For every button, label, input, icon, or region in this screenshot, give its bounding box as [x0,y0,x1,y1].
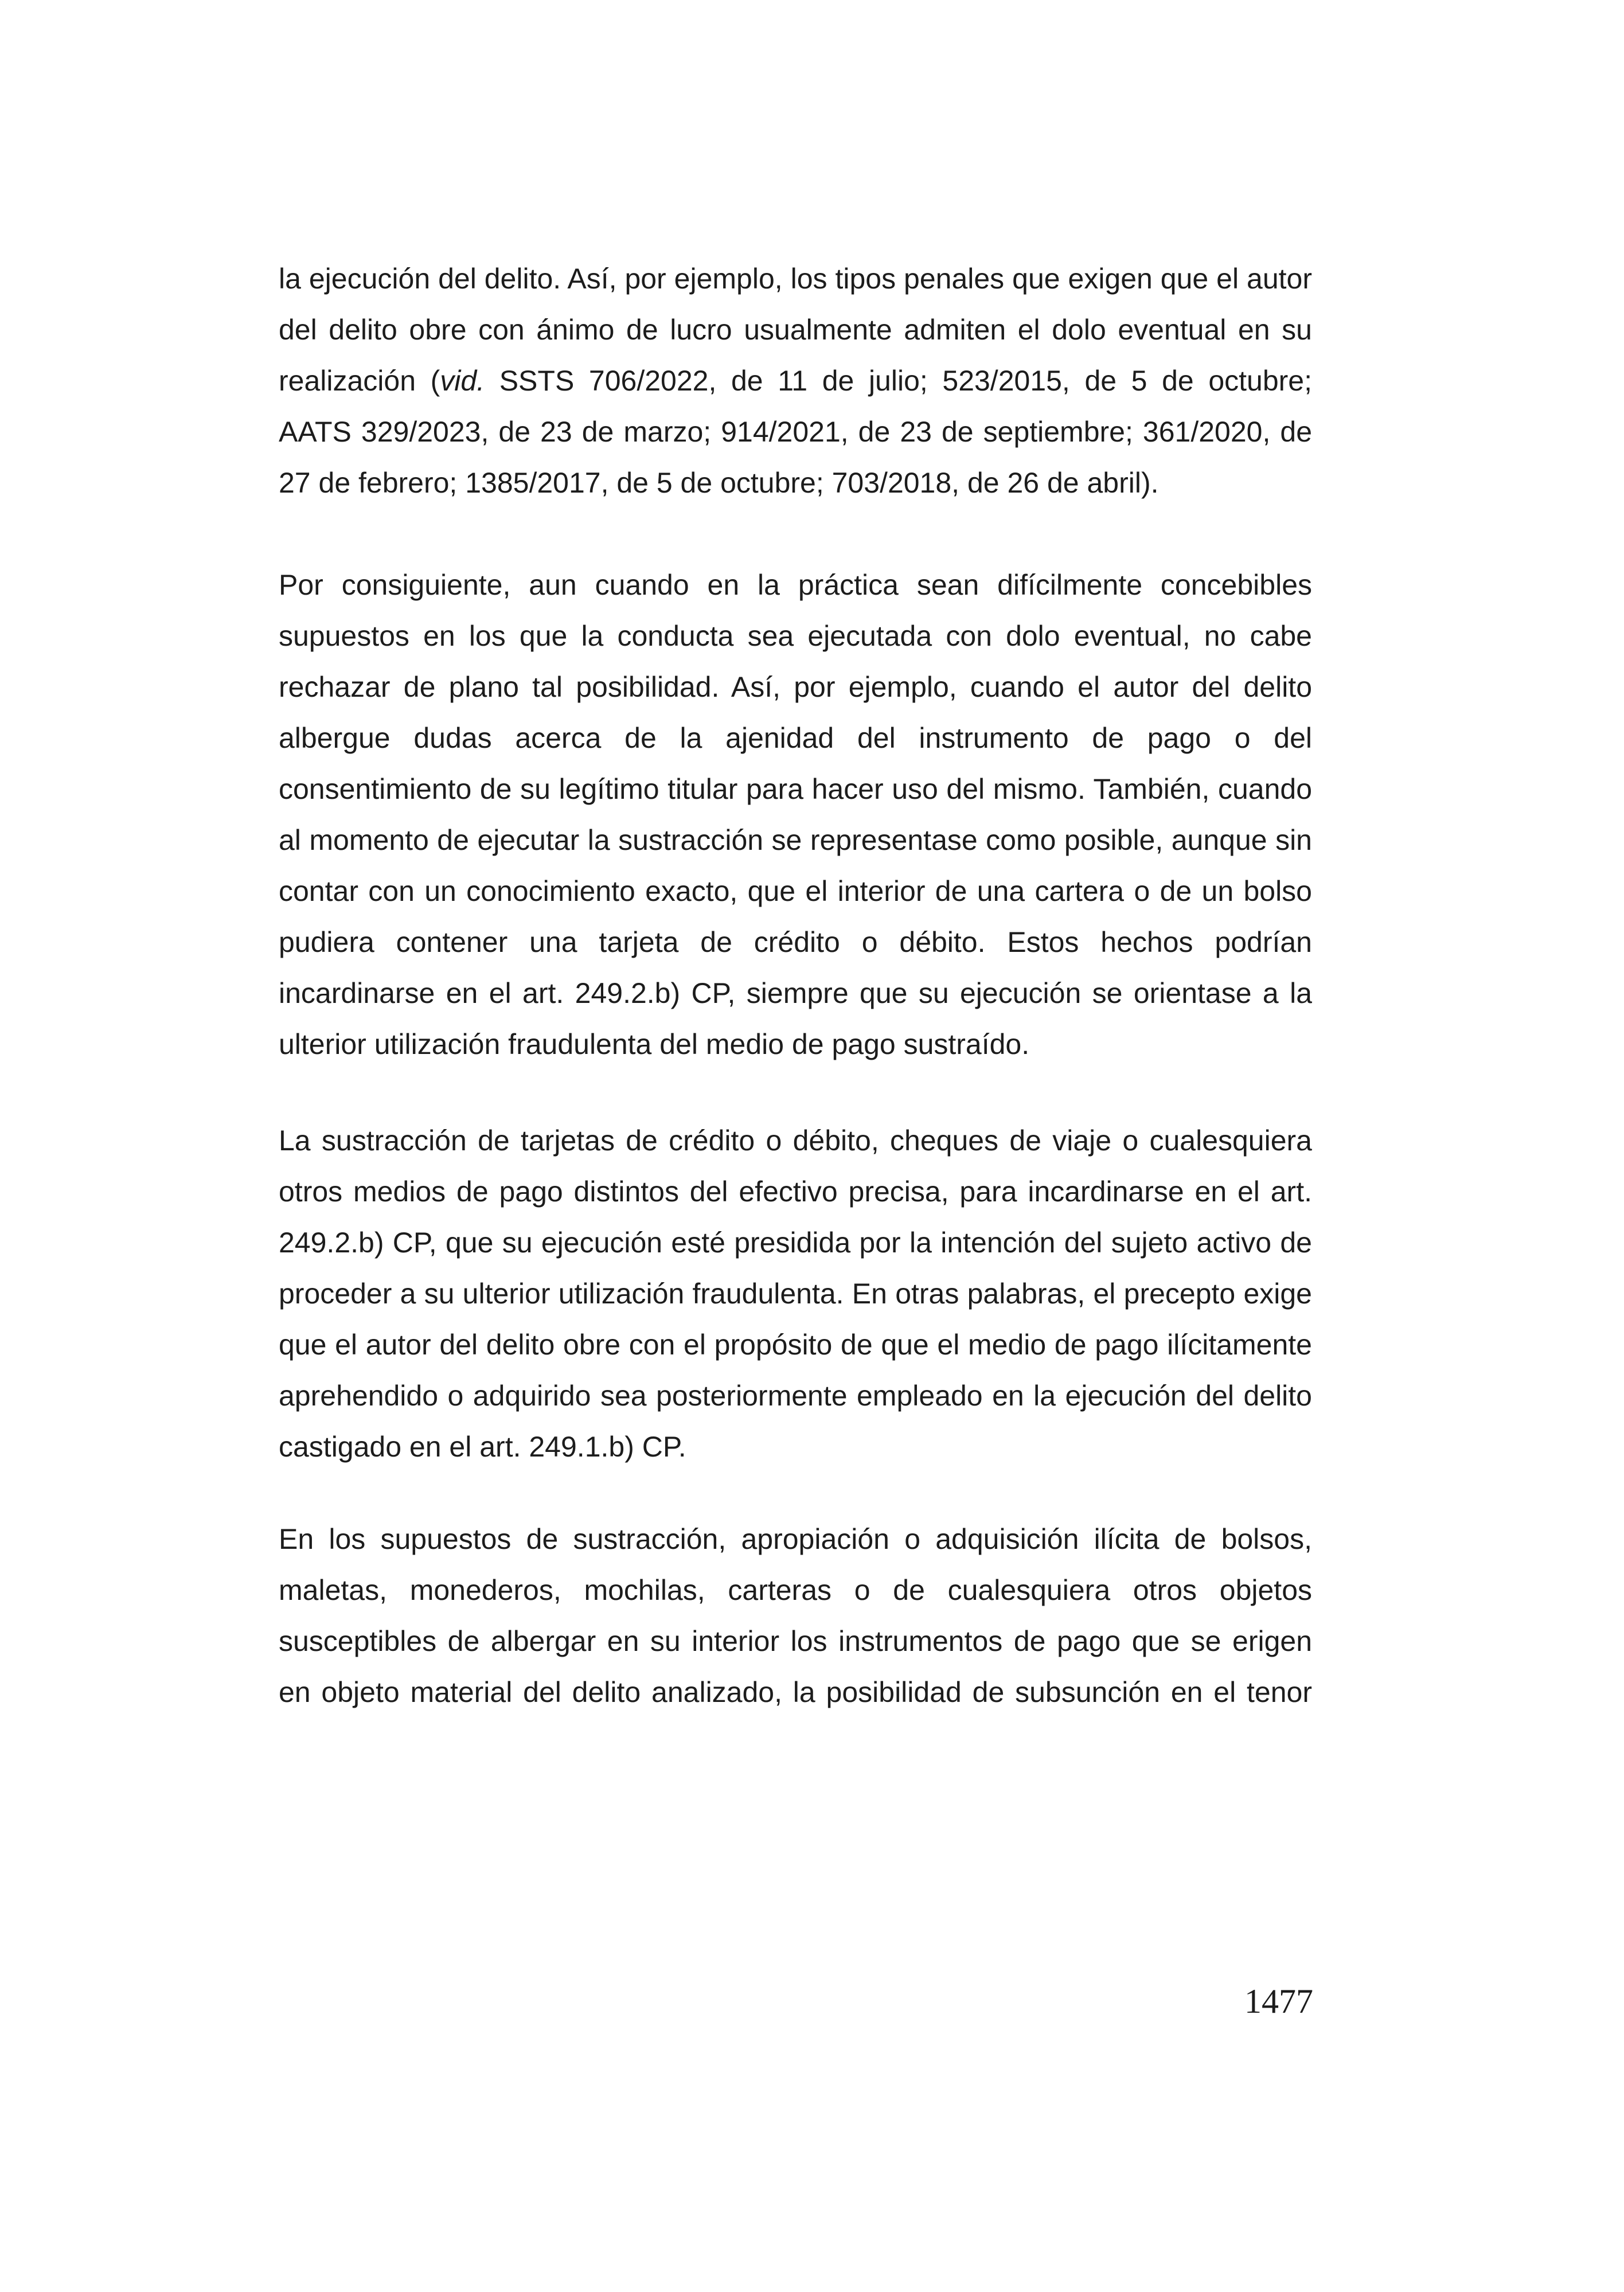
paragraph-line: Por consiguiente, aun cuando en la práctica sean difícilmente concebibles [279,569,1312,601]
paragraph-line: ulterior utilización fraudulenta del medio de pago sustraído. [279,1028,1030,1060]
paragraph-line: la ejecución del delito. Así, por ejemplo, los tipos penales que exigen que el autor [279,263,1312,295]
page-number: 1477 [1244,1982,1313,2020]
paragraph-line: castigado en el art. 249.1.b) CP. [279,1431,686,1463]
paragraph-line: albergue dudas acerca de la ajenidad del instrumento de pago o del [279,722,1312,754]
paragraph-line: En los supuestos de sustracción, apropiación o adquisición ilícita de bolsos, [279,1523,1312,1555]
paragraph-line: consentimiento de su legítimo titular para hacer uso del mismo. También, cuando [279,773,1312,805]
paragraph-line: rechazar de plano tal posibilidad. Así, por ejemplo, cuando el autor del delito [279,671,1312,703]
italic-abbreviation: vid. [440,365,485,397]
paragraph-line: AATS 329/2023, de 23 de marzo; 914/2021, de 23 de septiembre; 361/2020, de [279,416,1312,448]
paragraph-line: supuestos en los que la conducta sea ejecutada con dolo eventual, no cabe [279,620,1312,652]
paragraph-line: 249.2.b) CP, que su ejecución esté presidida por la intención del sujeto activo de [279,1227,1312,1259]
paragraph-line: pudiera contener una tarjeta de crédito o débito. Estos hechos podrían [279,926,1312,958]
paragraph-3 [279,1115,1312,1473]
paragraph-line: susceptibles de albergar en su interior los instrumentos de pago que se erigen [279,1625,1312,1657]
paragraph-line: en objeto material del delito analizado, la posibilidad de subsunción en el tenor [279,1676,1312,1708]
paragraph-line: otros medios de pago distintos del efectivo precisa, para incardinarse en el art. [279,1176,1312,1208]
paragraph-line: aprehendido o adquirido sea posteriormente empleado en la ejecución del delito [279,1380,1312,1412]
paragraph-line: contar con un conocimiento exacto, que el interior de una cartera o de un bolso [279,875,1312,907]
paragraph-line: que el autor del delito obre con el propósito de que el medio de pago ilícitamente [279,1329,1312,1361]
paragraph-line: maletas, monederos, mochilas, carteras o de cualesquiera otros objetos [279,1574,1312,1606]
paragraph-line: realización (vid. SSTS 706/2022, de 11 de julio; 523/2015, de 5 de octubre; [279,365,1312,397]
paragraph-line: La sustracción de tarjetas de crédito o débito, cheques de viaje o cualesquiera [279,1124,1312,1157]
paragraph-1 [279,253,1312,509]
paragraph-line: del delito obre con ánimo de lucro usualmente admiten el dolo eventual en su [279,314,1312,346]
paragraph-line: proceder a su ulterior utilización fraudulenta. En otras palabras, el precepto exige [279,1278,1312,1310]
paragraph-line: al momento de ejecutar la sustracción se representase como posible, aunque sin [279,824,1312,856]
paragraph-2 [279,560,1312,1070]
paragraph-4 [279,1514,1312,1718]
paragraph-line: incardinarse en el art. 249.2.b) CP, siempre que su ejecución se orientase a la [279,977,1312,1009]
paragraph-line: 27 de febrero; 1385/2017, de 5 de octubre; 703/2018, de 26 de abril). [279,467,1159,499]
